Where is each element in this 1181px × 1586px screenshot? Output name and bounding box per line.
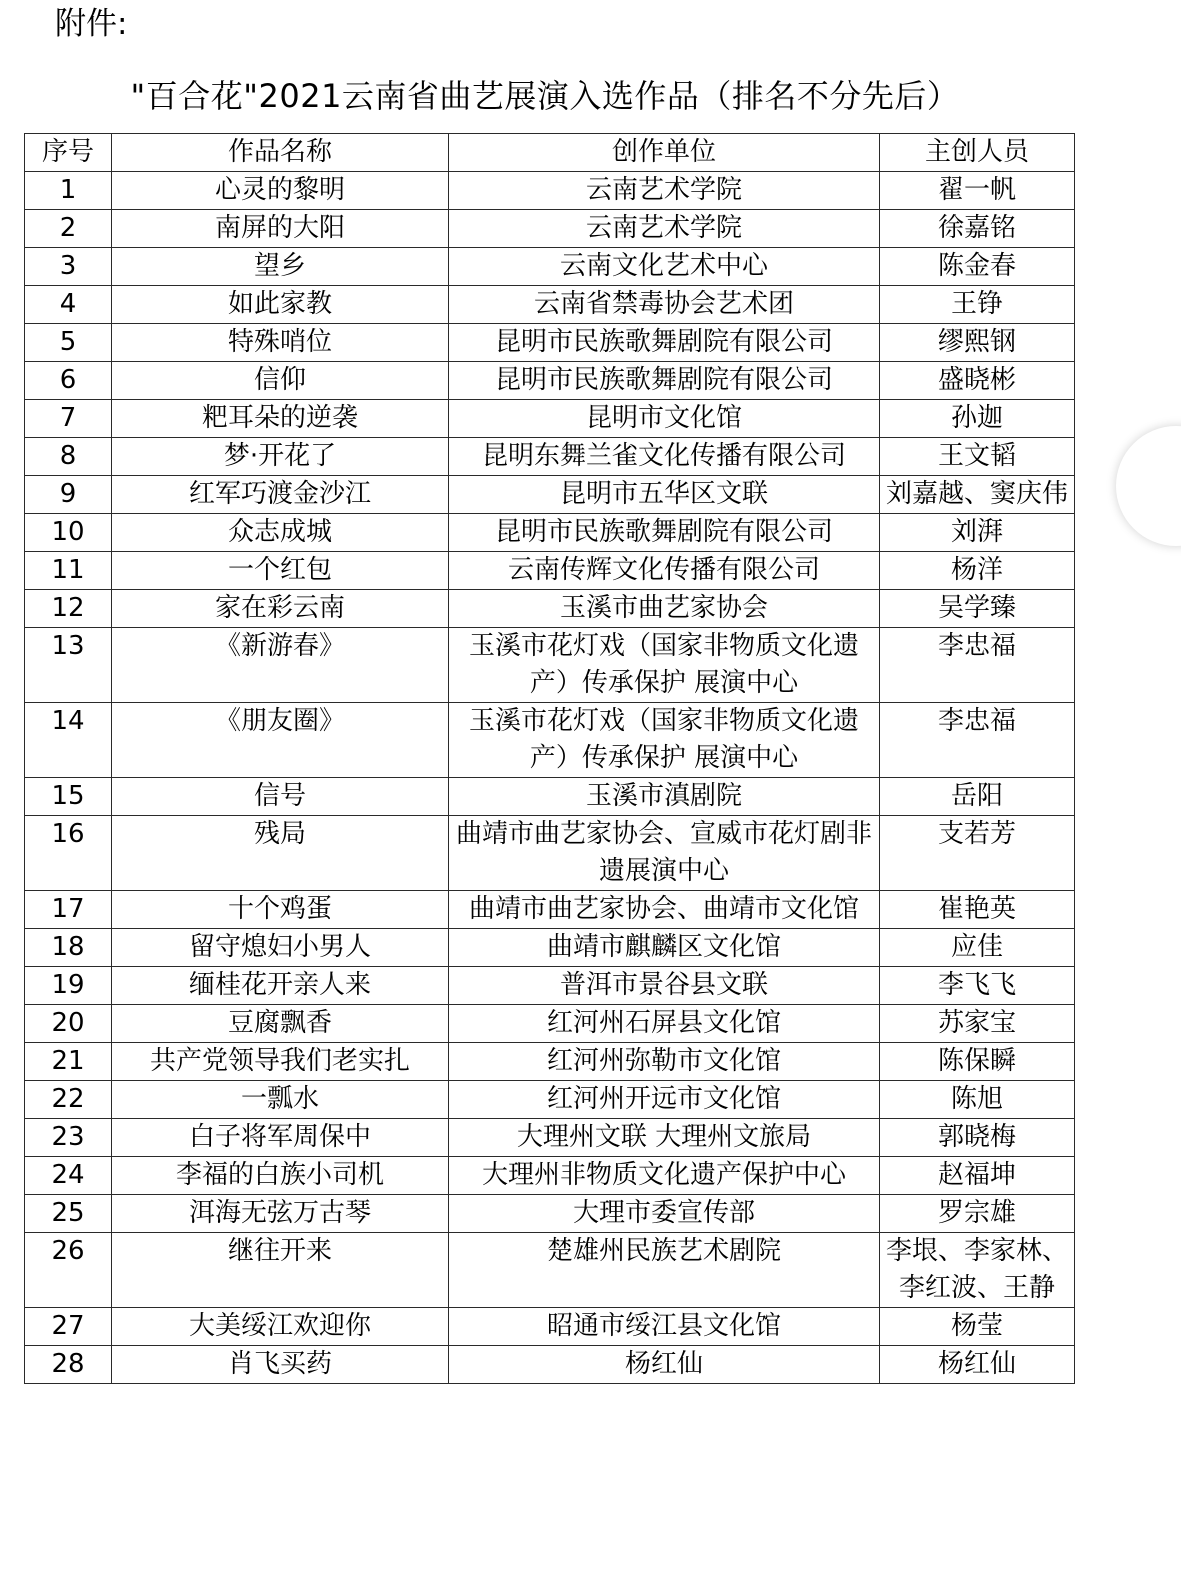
cell-no: 25 — [25, 1195, 112, 1233]
cell-creators: 刘嘉越、窦庆伟 — [880, 476, 1075, 514]
cell-creators: 缪熙钢 — [880, 324, 1075, 362]
cell-no: 20 — [25, 1005, 112, 1043]
cell-organization: 昆明市民族歌舞剧院有限公司 — [449, 514, 880, 552]
cell-organization: 昭通市绥江县文化馆 — [449, 1308, 880, 1346]
cell-creators: 李飞飞 — [880, 967, 1075, 1005]
cell-organization: 昆明东舞兰雀文化传播有限公司 — [449, 438, 880, 476]
header-creators: 主创人员 — [880, 134, 1075, 172]
cell-no: 6 — [25, 362, 112, 400]
cell-work-name: 南屏的大阳 — [112, 210, 449, 248]
table-row — [25, 703, 1075, 778]
table-row — [25, 1157, 1075, 1195]
cell-work-name: 梦·开花了 — [112, 438, 449, 476]
cell-work-name: 众志成城 — [112, 514, 449, 552]
cell-work-name: 如此家教 — [112, 286, 449, 324]
cell-creators: 支若芳 — [880, 816, 1075, 891]
table-row — [25, 172, 1075, 210]
table-row — [25, 552, 1075, 590]
cell-organization: 大理州文联 大理州文旅局 — [449, 1119, 880, 1157]
cell-organization: 昆明市五华区文联 — [449, 476, 880, 514]
cell-work-name: 望乡 — [112, 248, 449, 286]
cell-no: 8 — [25, 438, 112, 476]
cell-creators: 陈金春 — [880, 248, 1075, 286]
cell-organization: 曲靖市麒麟区文化馆 — [449, 929, 880, 967]
cell-no: 24 — [25, 1157, 112, 1195]
table-row — [25, 778, 1075, 816]
cell-no: 13 — [25, 628, 112, 703]
cell-creators: 盛晓彬 — [880, 362, 1075, 400]
cell-creators: 杨红仙 — [880, 1346, 1075, 1384]
table-row — [25, 400, 1075, 438]
cell-work-name: 信号 — [112, 778, 449, 816]
cell-creators: 郭晓梅 — [880, 1119, 1075, 1157]
cell-organization: 楚雄州民族艺术剧院 — [449, 1233, 880, 1308]
cell-work-name: 《新游春》 — [112, 628, 449, 703]
cell-creators: 陈保瞬 — [880, 1043, 1075, 1081]
cell-organization: 云南艺术学院 — [449, 210, 880, 248]
cell-work-name: 留守熄妇小男人 — [112, 929, 449, 967]
table-row — [25, 590, 1075, 628]
table-row — [25, 967, 1075, 1005]
cell-work-name: 大美绥江欢迎你 — [112, 1308, 449, 1346]
cell-no: 11 — [25, 552, 112, 590]
cell-organization: 普洱市景谷县文联 — [449, 967, 880, 1005]
cell-work-name: 家在彩云南 — [112, 590, 449, 628]
cell-no: 19 — [25, 967, 112, 1005]
cell-no: 12 — [25, 590, 112, 628]
cell-creators: 崔艳英 — [880, 891, 1075, 929]
cell-work-name: 一个红包 — [112, 552, 449, 590]
table-row — [25, 324, 1075, 362]
cell-organization: 昆明市民族歌舞剧院有限公司 — [449, 324, 880, 362]
floating-action-button[interactable] — [1116, 426, 1181, 546]
cell-organization: 红河州开远市文化馆 — [449, 1081, 880, 1119]
cell-work-name: 粑耳朵的逆袭 — [112, 400, 449, 438]
cell-work-name: 残局 — [112, 816, 449, 891]
cell-no: 26 — [25, 1233, 112, 1308]
table-row — [25, 816, 1075, 891]
cell-no: 18 — [25, 929, 112, 967]
cell-organization: 曲靖市曲艺家协会、曲靖市文化馆 — [449, 891, 880, 929]
table-row — [25, 891, 1075, 929]
cell-work-name: 缅桂花开亲人来 — [112, 967, 449, 1005]
cell-no: 7 — [25, 400, 112, 438]
cell-creators: 李垠、李家林、李红波、王静 — [880, 1233, 1075, 1308]
cell-no: 4 — [25, 286, 112, 324]
cell-organization: 玉溪市花灯戏（国家非物质文化遗产）传承保护 展演中心 — [449, 703, 880, 778]
table-header-row — [25, 134, 1075, 172]
cell-no: 15 — [25, 778, 112, 816]
table-row — [25, 514, 1075, 552]
cell-organization: 红河州石屏县文化馆 — [449, 1005, 880, 1043]
table-row — [25, 1346, 1075, 1384]
cell-organization: 曲靖市曲艺家协会、宣威市花灯剧非遗展演中心 — [449, 816, 880, 891]
works-table — [24, 133, 1075, 1384]
cell-organization: 云南传辉文化传播有限公司 — [449, 552, 880, 590]
cell-creators: 王文韬 — [880, 438, 1075, 476]
cell-no: 22 — [25, 1081, 112, 1119]
cell-creators: 杨莹 — [880, 1308, 1075, 1346]
table-row — [25, 929, 1075, 967]
table-row — [25, 1043, 1075, 1081]
cell-no: 10 — [25, 514, 112, 552]
cell-work-name: 豆腐飘香 — [112, 1005, 449, 1043]
cell-organization: 杨红仙 — [449, 1346, 880, 1384]
cell-creators: 孙迦 — [880, 400, 1075, 438]
cell-no: 2 — [25, 210, 112, 248]
table-row — [25, 1195, 1075, 1233]
table-row — [25, 286, 1075, 324]
cell-creators: 苏家宝 — [880, 1005, 1075, 1043]
cell-work-name: 一瓢水 — [112, 1081, 449, 1119]
cell-creators: 李忠福 — [880, 703, 1075, 778]
table-body — [25, 172, 1075, 1384]
table-row — [25, 1119, 1075, 1157]
cell-creators: 岳阳 — [880, 778, 1075, 816]
cell-no: 9 — [25, 476, 112, 514]
cell-organization: 玉溪市曲艺家协会 — [449, 590, 880, 628]
cell-work-name: 肖飞买药 — [112, 1346, 449, 1384]
table-row — [25, 438, 1075, 476]
cell-creators: 徐嘉铭 — [880, 210, 1075, 248]
cell-organization: 云南文化艺术中心 — [449, 248, 880, 286]
table-row — [25, 1233, 1075, 1308]
cell-organization: 玉溪市花灯戏（国家非物质文化遗产）传承保护 展演中心 — [449, 628, 880, 703]
table-row — [25, 210, 1075, 248]
table-row — [25, 476, 1075, 514]
cell-creators: 罗宗雄 — [880, 1195, 1075, 1233]
table-row — [25, 1005, 1075, 1043]
cell-organization: 大理市委宣传部 — [449, 1195, 880, 1233]
cell-creators: 翟一帆 — [880, 172, 1075, 210]
cell-no: 21 — [25, 1043, 112, 1081]
attachment-label: 附件: — [55, 6, 128, 42]
table-row — [25, 248, 1075, 286]
header-organization: 创作单位 — [449, 134, 880, 172]
cell-creators: 陈旭 — [880, 1081, 1075, 1119]
table-row — [25, 1308, 1075, 1346]
cell-creators: 王铮 — [880, 286, 1075, 324]
cell-creators: 刘湃 — [880, 514, 1075, 552]
table-row — [25, 362, 1075, 400]
cell-no: 14 — [25, 703, 112, 778]
cell-no: 5 — [25, 324, 112, 362]
cell-no: 16 — [25, 816, 112, 891]
cell-organization: 红河州弥勒市文化馆 — [449, 1043, 880, 1081]
cell-no: 3 — [25, 248, 112, 286]
cell-creators: 吴学臻 — [880, 590, 1075, 628]
document-title: "百合花"2021云南省曲艺展演入选作品（排名不分先后） — [130, 77, 960, 115]
cell-organization: 云南省禁毒协会艺术团 — [449, 286, 880, 324]
cell-organization: 云南艺术学院 — [449, 172, 880, 210]
cell-work-name: 红军巧渡金沙江 — [112, 476, 449, 514]
table-row — [25, 628, 1075, 703]
cell-creators: 应佳 — [880, 929, 1075, 967]
cell-no: 27 — [25, 1308, 112, 1346]
cell-creators: 李忠福 — [880, 628, 1075, 703]
cell-work-name: 十个鸡蛋 — [112, 891, 449, 929]
cell-no: 28 — [25, 1346, 112, 1384]
cell-work-name: 特殊哨位 — [112, 324, 449, 362]
cell-organization: 昆明市民族歌舞剧院有限公司 — [449, 362, 880, 400]
cell-no: 1 — [25, 172, 112, 210]
table-row — [25, 1081, 1075, 1119]
cell-organization: 大理州非物质文化遗产保护中心 — [449, 1157, 880, 1195]
header-work-name: 作品名称 — [112, 134, 449, 172]
cell-no: 17 — [25, 891, 112, 929]
cell-work-name: 李福的白族小司机 — [112, 1157, 449, 1195]
cell-work-name: 继往开来 — [112, 1233, 449, 1308]
cell-work-name: 洱海无弦万古琴 — [112, 1195, 449, 1233]
cell-organization: 玉溪市滇剧院 — [449, 778, 880, 816]
cell-work-name: 《朋友圈》 — [112, 703, 449, 778]
cell-work-name: 白子将军周保中 — [112, 1119, 449, 1157]
cell-work-name: 心灵的黎明 — [112, 172, 449, 210]
cell-no: 23 — [25, 1119, 112, 1157]
header-no: 序号 — [25, 134, 112, 172]
cell-organization: 昆明市文化馆 — [449, 400, 880, 438]
cell-creators: 赵福坤 — [880, 1157, 1075, 1195]
cell-work-name: 共产党领导我们老实扎 — [112, 1043, 449, 1081]
cell-creators: 杨洋 — [880, 552, 1075, 590]
cell-work-name: 信仰 — [112, 362, 449, 400]
